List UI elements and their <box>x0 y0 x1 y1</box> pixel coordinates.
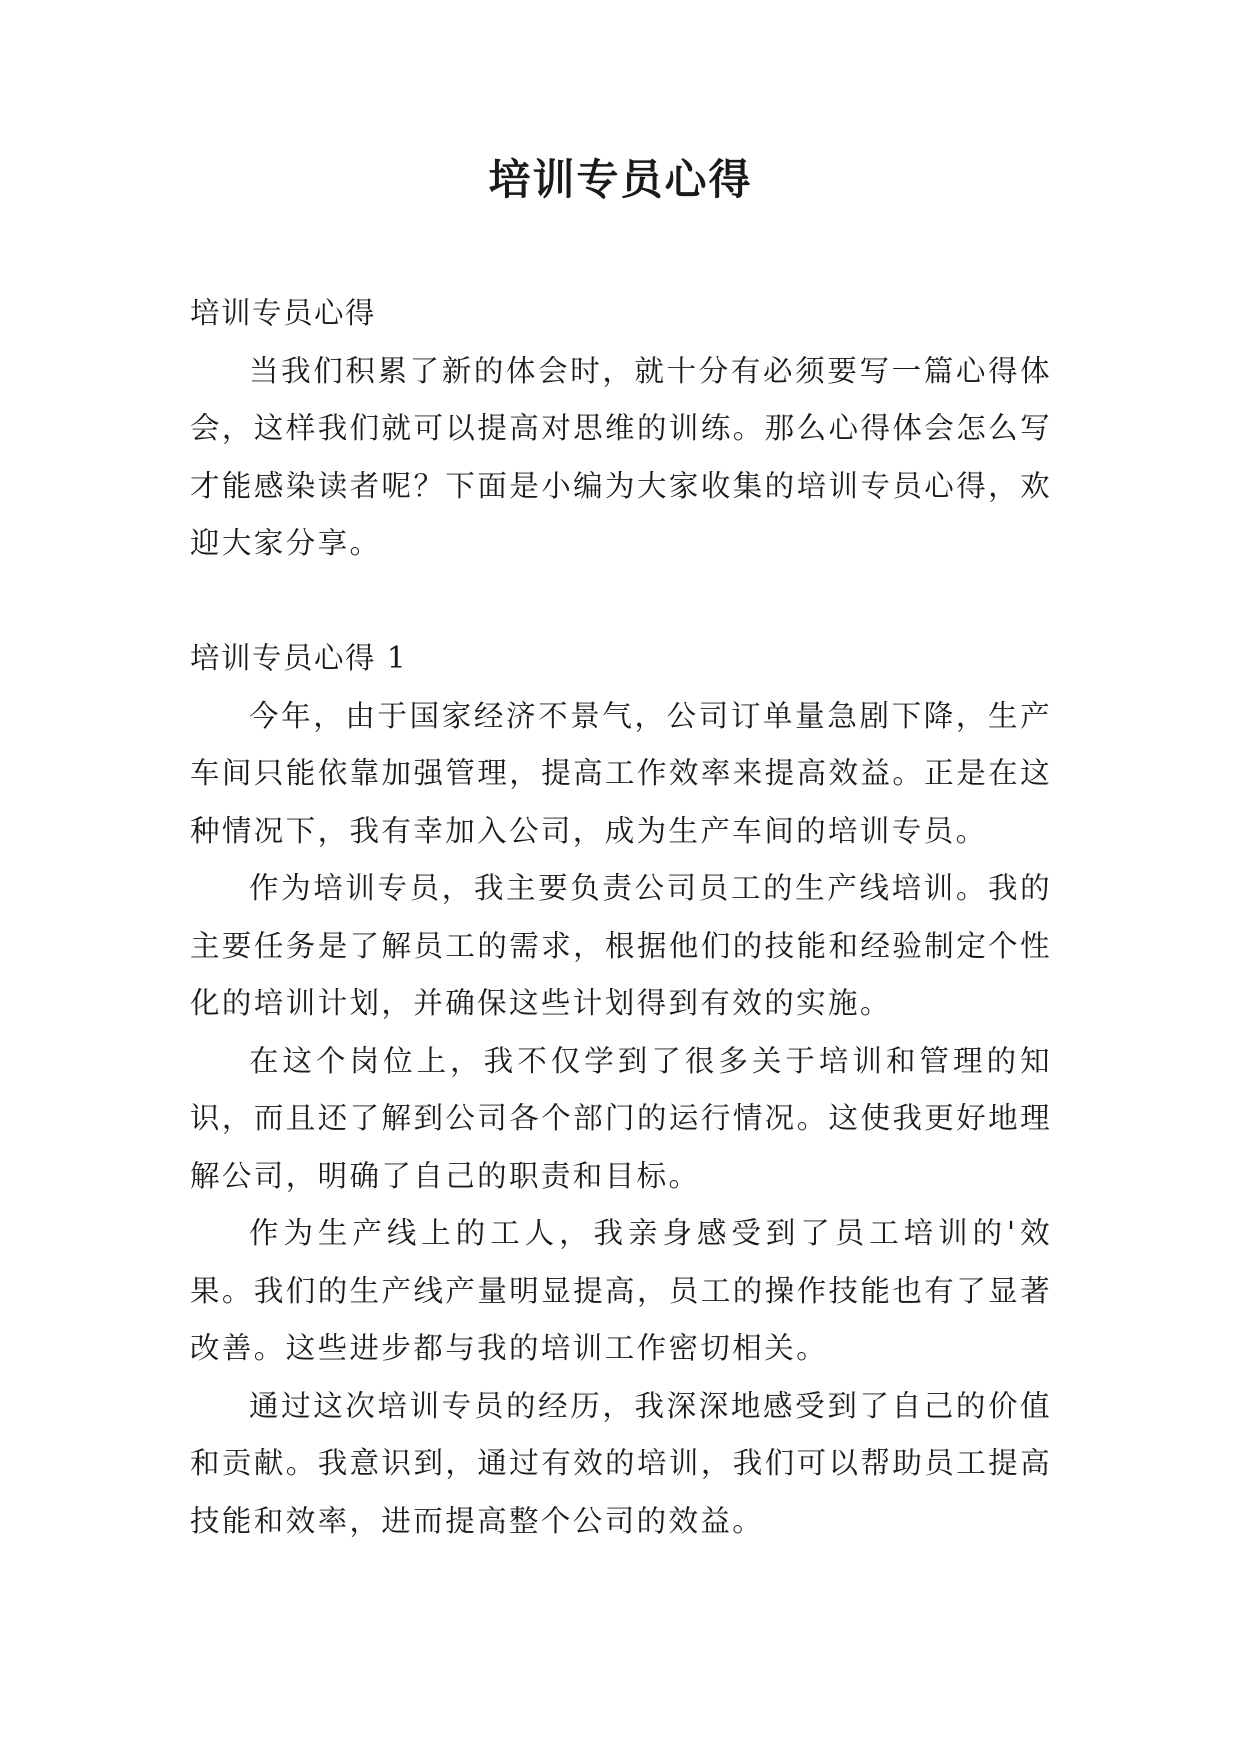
section-spacer <box>190 573 1052 631</box>
section1-paragraph-3: 在这个岗位上，我不仅学到了很多关于培训和管理的知识，而且还了解到公司各个部门的运行情况。这使我更好地理解公司，明确了自己的职责和目标。 <box>190 1043 1052 1193</box>
section1-paragraph-2: 作为培训专员，我主要负责公司员工的生产线培训。我的主要任务是了解员工的需求，根据他们的技能和经验制定个性化的培训计划，并确保这些计划得到有效的实施。 <box>190 871 1052 1020</box>
intro-heading: 培训专员心得 <box>190 296 377 330</box>
section1-paragraph-5: 通过这次培训专员的经历，我深深地感受到了自己的价值和贡献。我意识到，通过有效的培训，我们可以帮助员工提高技能和效率，进而提高整个公司的效益。 <box>190 1388 1052 1538</box>
document-body <box>190 285 1052 1550</box>
document-title: 培训专员心得 <box>488 155 753 204</box>
intro-paragraph: 当我们积累了新的体会时，就十分有必须要写一篇心得体会，这样我们就可以提高对思维的训练。那么心得体会怎么写才能感染读者呢？下面是小编为大家收集的培训专员心得，欢迎大家分享。 <box>190 353 1052 560</box>
section1-paragraph-1: 今年，由于国家经济不景气，公司订单量急剧下降，生产车间只能依靠加强管理，提高工作效率来提高效益。正是在这种情况下，我有幸加入公司，成为生产车间的培训专员。 <box>190 698 1052 848</box>
section1-heading: 培训专员心得 1 <box>190 641 408 675</box>
section1-paragraph-4: 作为生产线上的工人，我亲身感受到了员工培训的'效果。我们的生产线产量明显提高，员工的操作技能也有了显著改善。这些进步都与我的培训工作密切相关。 <box>190 1216 1052 1365</box>
